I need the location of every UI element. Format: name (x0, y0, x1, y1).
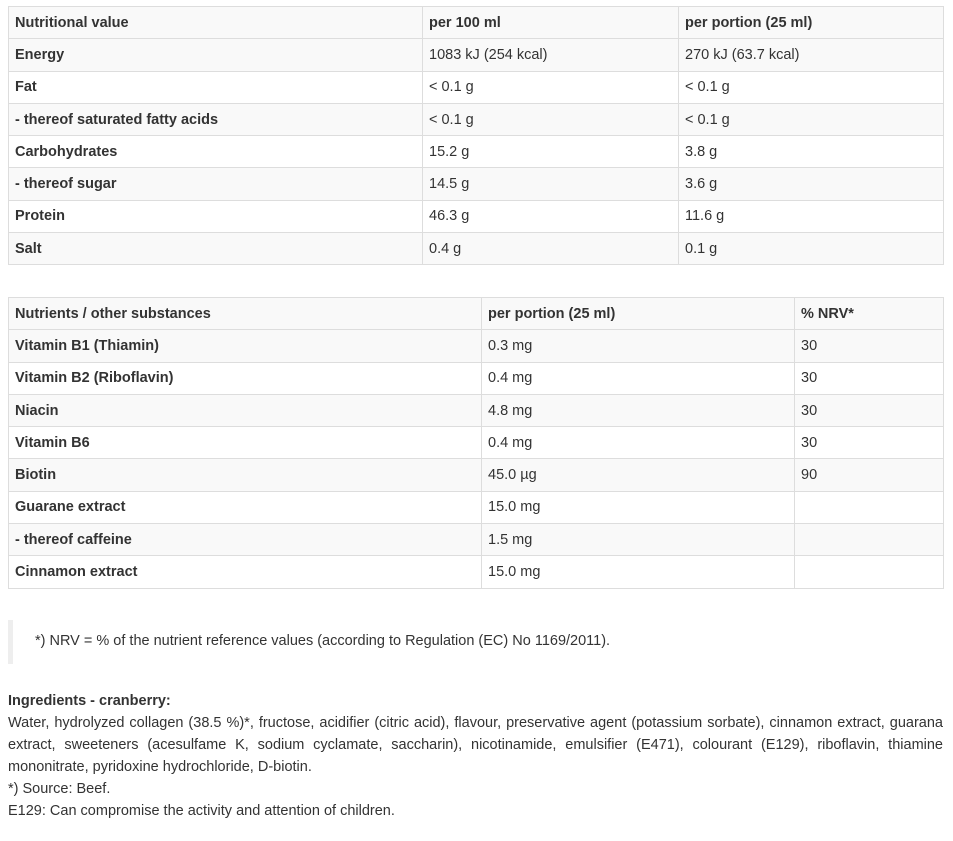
table-row (9, 233, 944, 265)
nutrient-name: - thereof saturated fatty acids (9, 103, 423, 135)
ingredients-section (8, 690, 943, 822)
table-header-row (9, 7, 944, 39)
value-per-100ml: < 0.1 g (423, 71, 679, 103)
column-header: per portion (25 ml) (482, 298, 795, 330)
substance-name: Biotin (9, 459, 482, 491)
value-per-100ml: < 0.1 g (423, 103, 679, 135)
e129-warning: E129: Can compromise the activity and attention of children. (8, 803, 395, 819)
table-row (9, 524, 944, 556)
ingredients-heading: Ingredients - cranberry: (8, 693, 171, 709)
value-per-portion: 0.4 mg (482, 362, 795, 394)
column-header: per portion (25 ml) (679, 7, 944, 39)
value-per-100ml: 0.4 g (423, 233, 679, 265)
nrv-footnote-text: *) NRV = % of the nutrient reference values (according to Regulation (EC) No 1169/2011). (35, 633, 611, 649)
nutrient-name: Carbohydrates (9, 136, 423, 168)
substance-name: Guarane extract (9, 491, 482, 523)
column-header: Nutrients / other substances (9, 298, 482, 330)
nrv-percent: 90 (795, 459, 944, 491)
substance-name: Cinnamon extract (9, 556, 482, 588)
value-per-portion: 15.0 mg (482, 556, 795, 588)
table-row (9, 556, 944, 588)
substance-name: Vitamin B6 (9, 427, 482, 459)
nutrient-name: Protein (9, 200, 423, 232)
substance-name: - thereof caffeine (9, 524, 482, 556)
value-per-100ml: 15.2 g (423, 136, 679, 168)
table-row (9, 459, 944, 491)
value-per-100ml: 14.5 g (423, 168, 679, 200)
table-row (9, 103, 944, 135)
table-row (9, 394, 944, 426)
nutrients-table (8, 297, 944, 589)
nrv-percent: 30 (795, 330, 944, 362)
value-per-portion: 0.3 mg (482, 330, 795, 362)
column-header: per 100 ml (423, 7, 679, 39)
value-per-portion: 3.8 g (679, 136, 944, 168)
value-per-portion: 1.5 mg (482, 524, 795, 556)
table-row (9, 427, 944, 459)
table-row (9, 362, 944, 394)
nrv-percent (795, 524, 944, 556)
value-per-portion: < 0.1 g (679, 103, 944, 135)
value-per-portion: 0.1 g (679, 233, 944, 265)
ingredients-text: Water, hydrolyzed collagen (38.5 %)*, fructose, acidifier (citric acid), flavour, preservative agent (potassium sorbate), cinnamon extract, guarana extract, sweeteners (acesulfame K, sodium cyclamate, saccharin), nicotinamide, emulsifier (E471), colourant (E129), riboflavin, thiamine mononitrate, pyridoxine hydrochloride, D-biotin. (8, 715, 943, 775)
table-row (9, 200, 944, 232)
nutrient-name: Fat (9, 71, 423, 103)
value-per-portion: < 0.1 g (679, 71, 944, 103)
value-per-portion: 11.6 g (679, 200, 944, 232)
nutrition-table (8, 6, 944, 265)
table-header-row (9, 298, 944, 330)
value-per-portion: 0.4 mg (482, 427, 795, 459)
nutrient-name: - thereof sugar (9, 168, 423, 200)
nutrient-name: Energy (9, 39, 423, 71)
table-row (9, 39, 944, 71)
column-header: % NRV* (795, 298, 944, 330)
value-per-portion: 4.8 mg (482, 394, 795, 426)
column-header: Nutritional value (9, 7, 423, 39)
nutrient-name: Salt (9, 233, 423, 265)
nrv-percent (795, 491, 944, 523)
nrv-percent: 30 (795, 394, 944, 426)
table-row (9, 71, 944, 103)
value-per-100ml: 1083 kJ (254 kcal) (423, 39, 679, 71)
value-per-portion: 45.0 µg (482, 459, 795, 491)
value-per-portion: 15.0 mg (482, 491, 795, 523)
nrv-percent (795, 556, 944, 588)
substance-name: Vitamin B2 (Riboflavin) (9, 362, 482, 394)
substance-name: Vitamin B1 (Thiamin) (9, 330, 482, 362)
substance-name: Niacin (9, 394, 482, 426)
value-per-100ml: 46.3 g (423, 200, 679, 232)
nrv-footnote (8, 620, 943, 664)
nrv-percent: 30 (795, 427, 944, 459)
nrv-percent: 30 (795, 362, 944, 394)
value-per-portion: 3.6 g (679, 168, 944, 200)
table-row (9, 491, 944, 523)
table-row (9, 136, 944, 168)
table-row (9, 168, 944, 200)
table-row (9, 330, 944, 362)
source-note: *) Source: Beef. (8, 781, 111, 797)
value-per-portion: 270 kJ (63.7 kcal) (679, 39, 944, 71)
